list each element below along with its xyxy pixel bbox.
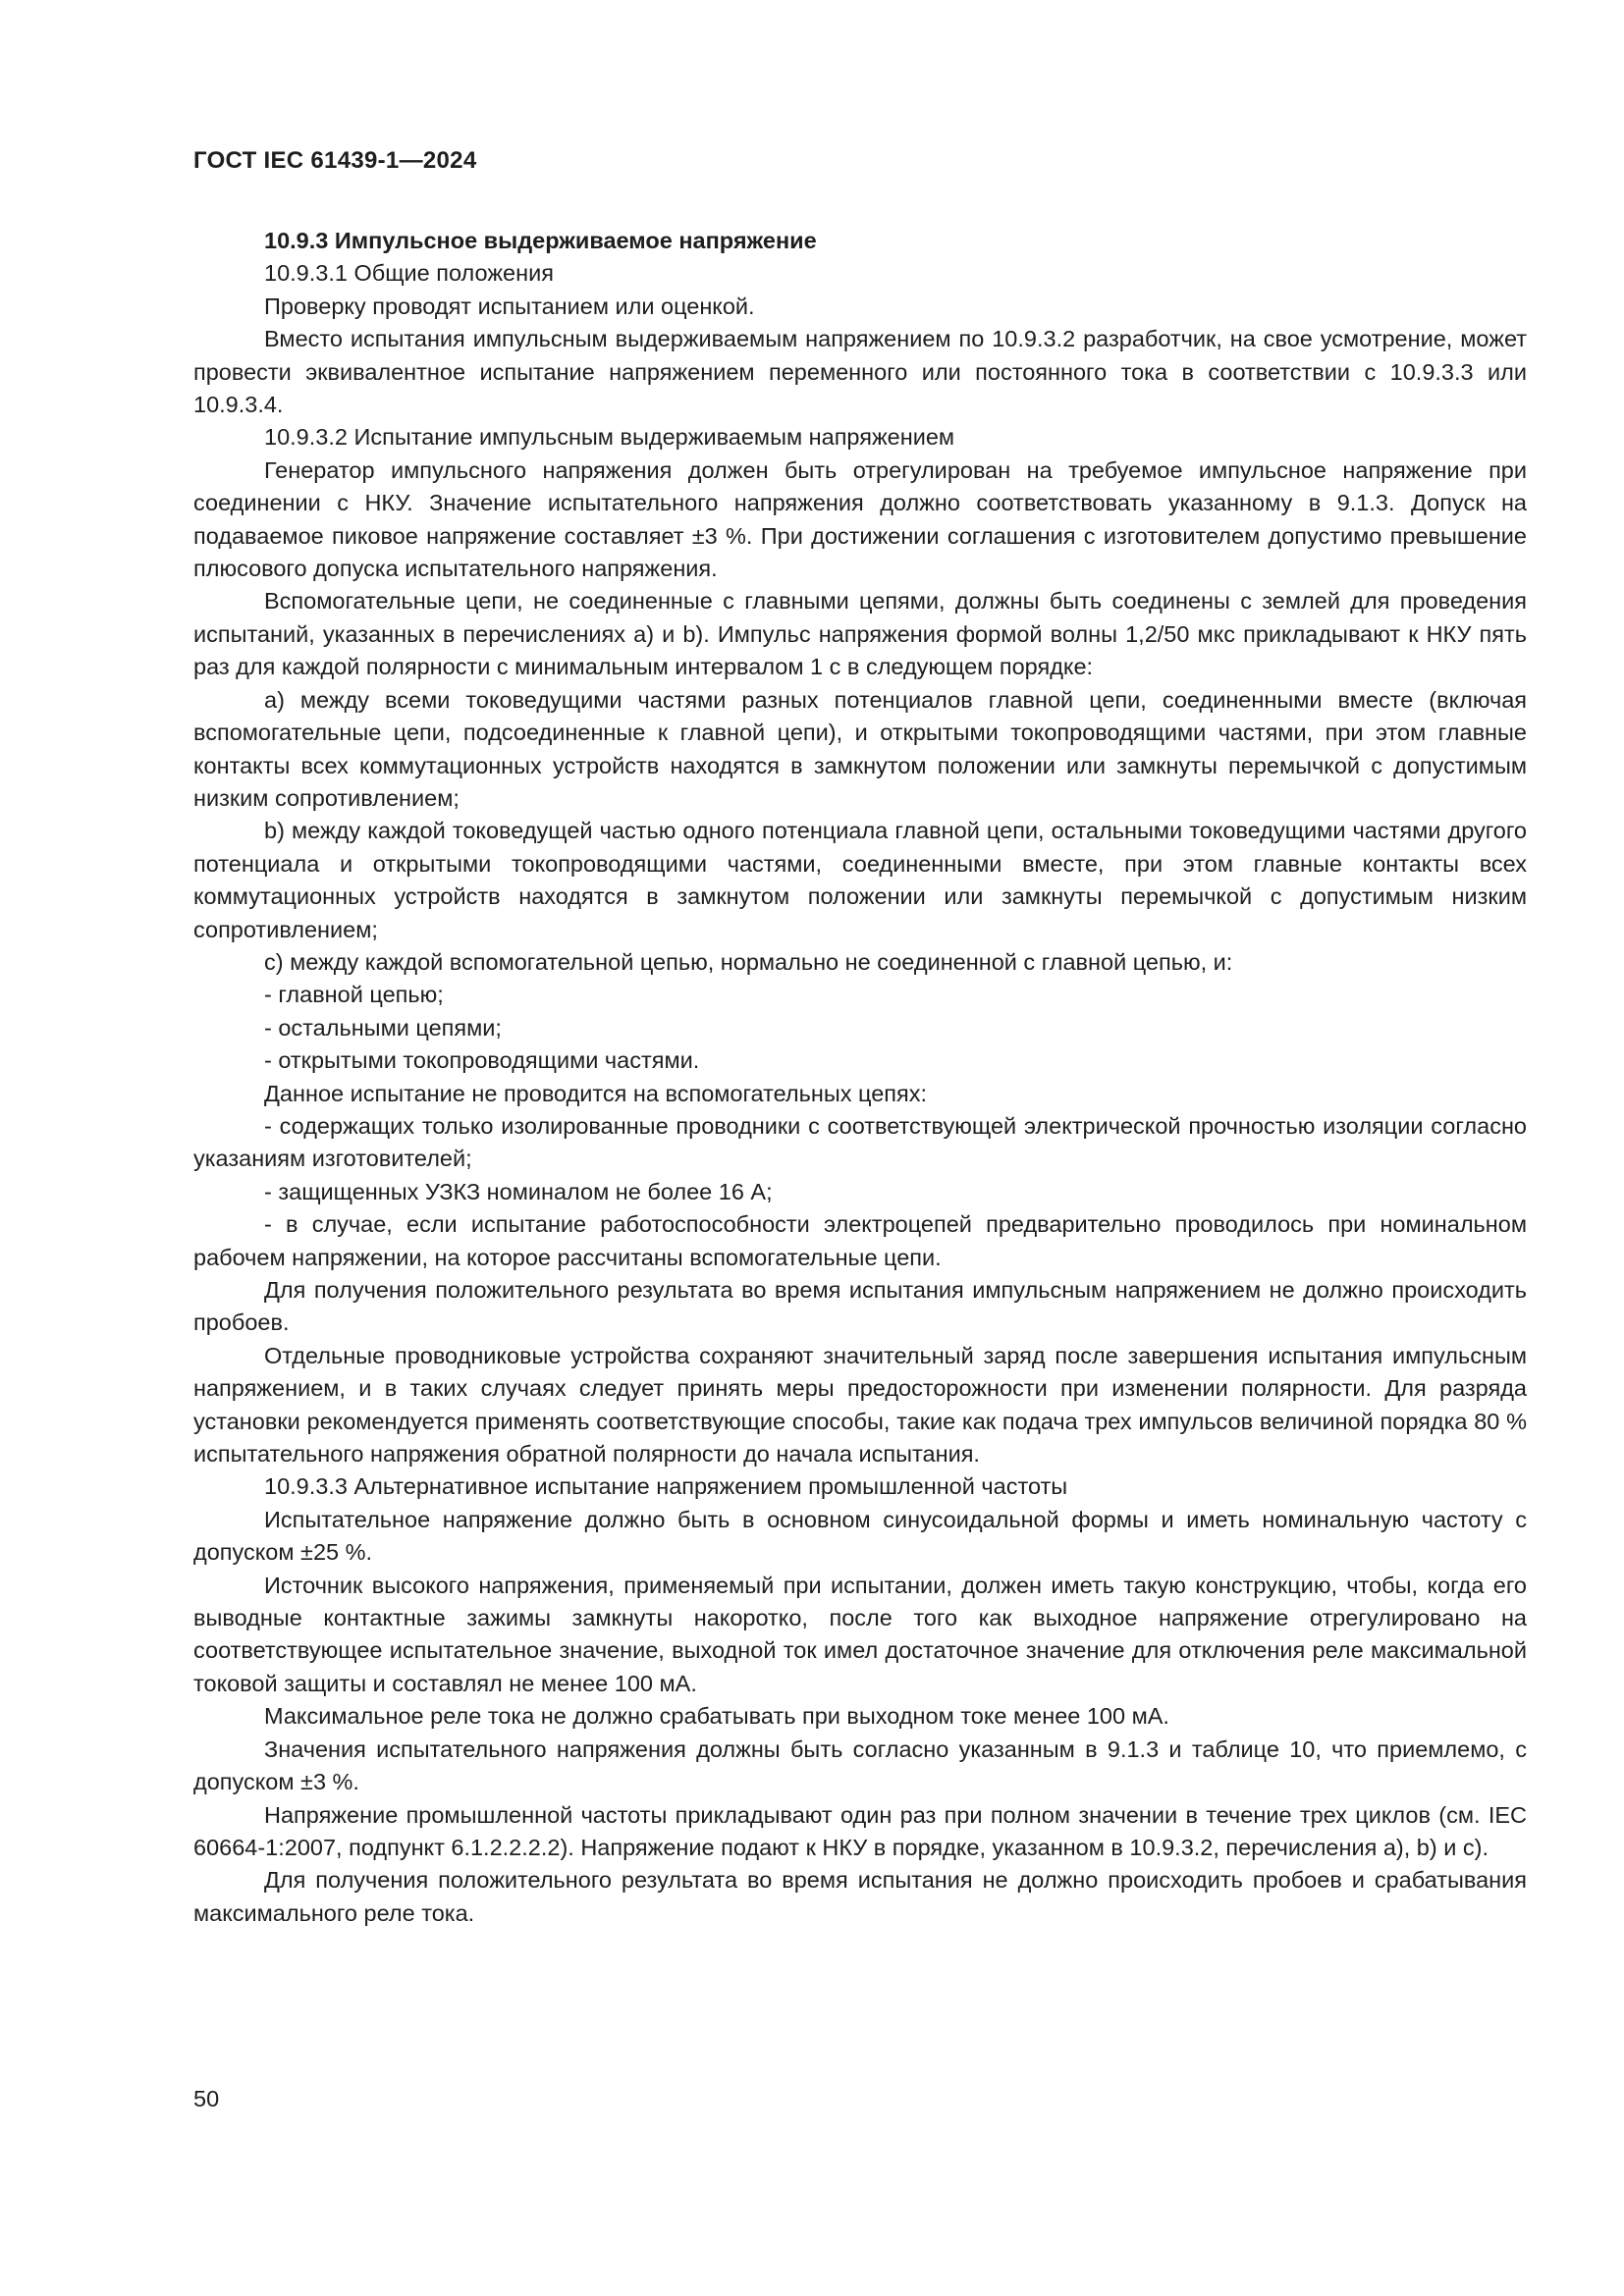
paragraph: Значения испытательного напряжения должны быть согласно указанным в 9.1.3 и таблице 10, что приемлемо, с допуском ±3 %. — [193, 1735, 1527, 1795]
paragraph: Для получения положительного результата во время испытания импульсным напряжением не должно происходить пробоев. — [193, 1277, 1527, 1336]
paragraph: Данное испытание не проводится на вспомогательных цепях: — [264, 1080, 927, 1106]
paragraph: Вспомогательные цепи, не соединенные с главными цепями, должны быть соединены с землей для проведения испытаний, указанных в перечислениях а) и b). Импульс напряжения формой волны 1,2/50 мкс прикладывают к НКУ пять раз для каждой полярности с минимальным интервалом 1 с в следующем порядке: — [193, 588, 1527, 680]
list-item: а) между всеми токоведущими частями разных потенциалов главной цепи, соединенными вместе (включая вспомогательные цепи, подсоединенные к главной цепи), и открытыми токопроводящими частями, при этом главные контакты всех коммутационных устройств находятся в замкнутом положении или замкнуты перемычкой с допустимым низким сопротивлением; — [193, 686, 1527, 811]
subsection-title: 10.9.3.2 Испытание импульсным выдерживаемым напряжением — [264, 424, 955, 451]
list-item: с) между каждой вспомогательной цепью, нормально не соединенной с главной цепью, и: — [264, 948, 1233, 975]
subsection-title: 10.9.3.3 Альтернативное испытание напряжением промышленной частоты — [264, 1473, 1068, 1500]
paragraph: Максимальное реле тока не должно срабатывать при выходном токе менее 100 мА. — [264, 1703, 1169, 1730]
list-item: b) между каждой токоведущей частью одного потенциала главной цепи, остальными токоведущими частями другого потенциала и открытыми токопроводящими частями, соединенными вместе, при этом главные контакты всех коммутационных устройств находятся в замкнутом положении или замкнуты перемычкой с допустимым низким сопротивлением; — [193, 818, 1527, 942]
paragraph: Для получения положительного результата во время испытания не должно происходить пробоев и срабатывания максимального реле тока. — [193, 1867, 1527, 1926]
list-item: - главной цепью; — [264, 982, 444, 1008]
list-item: - открытыми токопроводящими частями. — [264, 1047, 700, 1074]
paragraph: Проверку проводят испытанием или оценкой. — [264, 293, 755, 319]
paragraph: Генератор импульсного напряжения должен быть отрегулирован на требуемое импульсное напряжение при соединении с НКУ. Значение испытательного напряжения должно соответствовать указанному в 9.1.3. Допуск на подаваемое пиковое напряжение составляет ±3 %. При достижении соглашения с изготовителем допустимо превышение плюсового допуска испытательного напряжения. — [193, 456, 1527, 582]
list-item: - содержащих только изолированные проводники с соответствующей электрической прочностью изоляции согласно указаниям изготовителей; — [193, 1112, 1527, 1172]
list-item: - остальными цепями; — [264, 1014, 502, 1041]
document-body — [193, 225, 1527, 1930]
paragraph: Источник высокого напряжения, применяемый при испытании, должен иметь такую конструкцию, чтобы, когда его выводные контактные зажимы замкнуты накоротко, после того как выходное напряжение отрегулировано на соответствующее испытательное значение, выходной ток имел достаточное значение для отключения реле максимальной токовой защиты и составлял не менее 100 мА. — [193, 1572, 1527, 1696]
document-header: ГОСТ IEC 61439-1—2024 — [193, 147, 477, 174]
paragraph: Отдельные проводниковые устройства сохраняют значительный заряд после завершения испытания импульсным напряжением, и в таких случаях следует принять меры предосторожности при изменении полярности. Для разряда установки рекомендуется применять соответствующие способы, такие как подача трех импульсов величиной порядка 80 % испытательного напряжения обратной полярности до начала испытания. — [193, 1342, 1527, 1468]
paragraph: Напряжение промышленной частоты прикладывают один раз при полном значении в течение трех циклов (см. IEC 60664-1:2007, подпункт 6.1.2.2.2.2). Напряжение подают к НКУ в порядке, указанном в 10.9.3.2, перечисления а), b) и с). — [193, 1801, 1527, 1860]
paragraph: Вместо испытания импульсным выдерживаемым напряжением по 10.9.3.2 разработчик, на свое усмотрение, может провести эквивалентное испытание напряжением переменного или постоянного тока в соответствии с 10.9.3.3 или 10.9.3.4. — [193, 326, 1527, 418]
page-number: 50 — [193, 2086, 220, 2111]
section-heading: 10.9.3 Импульсное выдерживаемое напряжение — [264, 228, 817, 253]
list-item: - в случае, если испытание работоспособности электроцепей предварительно проводилось при номинальном рабочем напряжении, на которое рассчитаны вспомогательные цепи. — [193, 1211, 1527, 1270]
list-item: - защищенных УЗКЗ номиналом не более 16 А; — [264, 1178, 773, 1204]
subsection-title: 10.9.3.1 Общие положения — [264, 260, 554, 287]
paragraph: Испытательное напряжение должно быть в основном синусоидальной формы и иметь номинальную частоту с допуском ±25 %. — [193, 1506, 1527, 1566]
